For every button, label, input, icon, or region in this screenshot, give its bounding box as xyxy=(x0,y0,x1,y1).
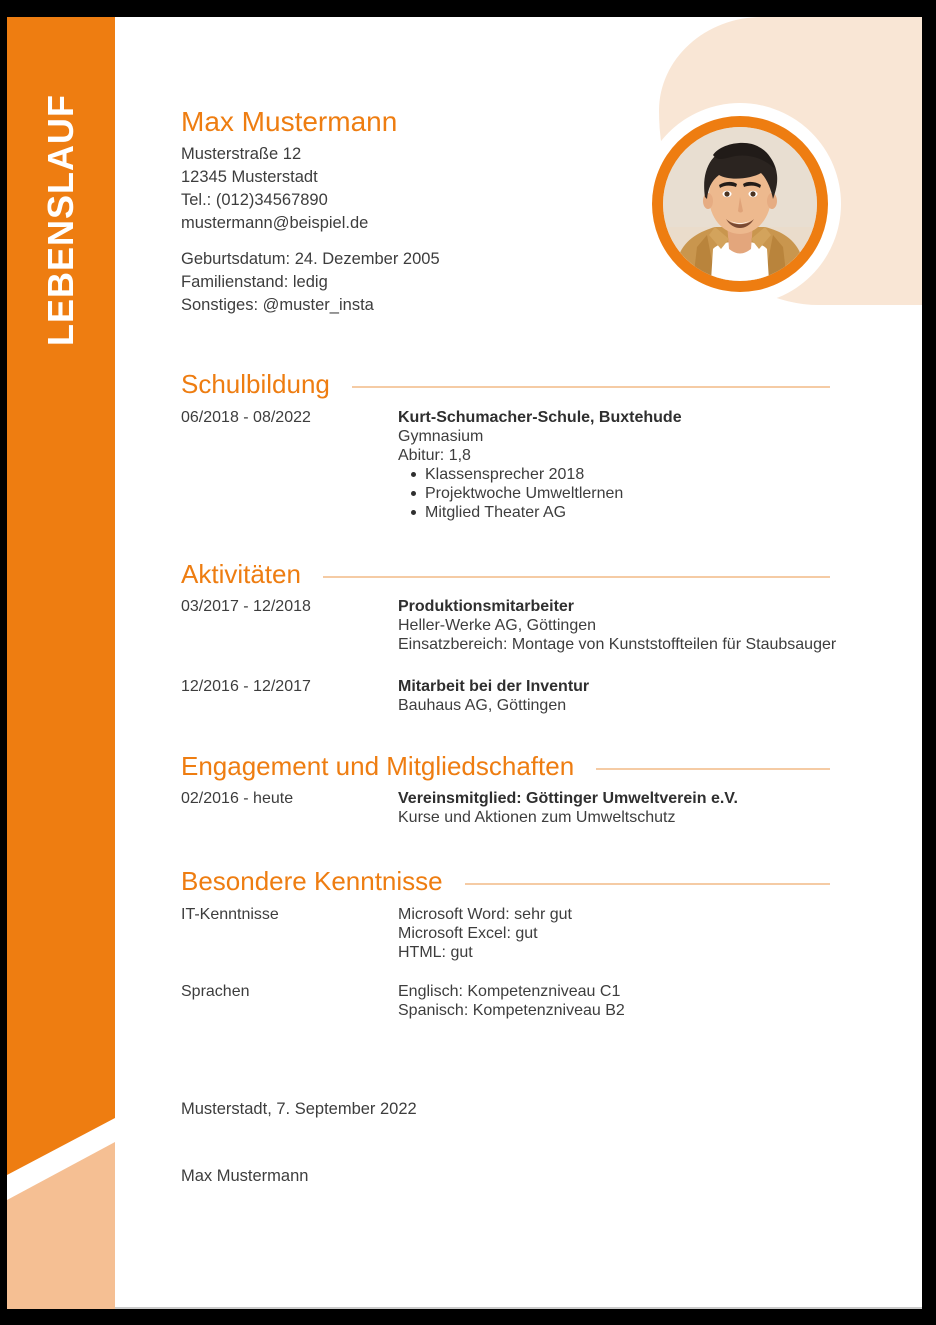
section-header xyxy=(181,369,830,399)
entry-row xyxy=(181,789,922,827)
entry-line: Einsatzbereich: Montage von Kunststoffteilen für Staubsauger xyxy=(398,636,837,653)
entry-date: 02/2016 - heute xyxy=(181,790,294,807)
section-title: Aktivitäten xyxy=(181,559,301,589)
section-header xyxy=(181,751,830,781)
entry-title: Mitarbeit bei der Inventur xyxy=(398,678,590,695)
entry-date: 12/2016 - 12/2017 xyxy=(181,678,311,695)
personal-info-block xyxy=(181,248,440,317)
contact-block xyxy=(181,143,368,235)
entry-line: Microsoft Word: sehr gut xyxy=(398,906,572,923)
bullet-text: Projektwoche Umweltlernen xyxy=(425,485,624,502)
section-header xyxy=(181,866,830,896)
section-schulbildung xyxy=(181,369,922,522)
entry-title: Kurt-Schumacher-Schule, Buxtehude xyxy=(398,409,682,426)
bullet-item xyxy=(398,484,922,503)
bullet-dot xyxy=(411,510,416,515)
entry-label: Sprachen xyxy=(181,983,250,1000)
bullet-text: Klassensprecher 2018 xyxy=(425,466,585,483)
section-besondere-kenntnisse xyxy=(181,866,922,1020)
entry-row xyxy=(181,905,922,962)
section-underline xyxy=(596,768,830,770)
entry-line: Heller-Werke AG, Göttingen xyxy=(398,617,597,634)
contact-line-street: Musterstraße 12 xyxy=(181,145,302,163)
sidebar-vertical-title: LEBENSLAUF xyxy=(40,94,81,346)
personal-line-other: Sonstiges: @muster_insta xyxy=(181,296,374,314)
contact-line-email: mustermann@beispiel.de xyxy=(181,214,369,232)
entry-description xyxy=(398,789,922,827)
entry-title: Vereinsmitglied: Göttinger Umweltverein e.V. xyxy=(398,790,738,807)
section-underline xyxy=(465,883,830,885)
entry-description xyxy=(398,982,922,1020)
entry-row xyxy=(181,408,922,522)
section-title: Schulbildung xyxy=(181,369,330,399)
entry-description xyxy=(398,677,922,715)
bullet-item xyxy=(398,465,922,484)
section-title: Engagement und Mitgliedschaften xyxy=(181,751,575,781)
entry-row xyxy=(181,677,922,715)
entry-line: Gymnasium xyxy=(398,428,484,445)
bullet-dot xyxy=(411,472,416,477)
contact-line-city: 12345 Musterstadt xyxy=(181,168,318,186)
entry-row xyxy=(181,982,922,1020)
cv-content xyxy=(7,17,922,1309)
personal-line-marital-status: Familienstand: ledig xyxy=(181,273,328,291)
contact-line-phone: Tel.: (012)34567890 xyxy=(181,191,328,209)
signature-name: Max Mustermann xyxy=(181,1167,309,1185)
personal-line-birthdate: Geburtsdatum: 24. Dezember 2005 xyxy=(181,250,440,268)
bullet-item xyxy=(398,503,922,522)
section-header xyxy=(181,559,830,589)
cv-page xyxy=(7,17,922,1309)
entry-line: HTML: gut xyxy=(398,944,473,961)
entry-description xyxy=(398,905,922,962)
entry-line: Bauhaus AG, Göttingen xyxy=(398,697,567,714)
section-engagement xyxy=(181,751,922,827)
section-aktivitaeten xyxy=(181,559,922,715)
bullet-text: Mitglied Theater AG xyxy=(425,504,567,521)
entry-line: Spanisch: Kompetenzniveau B2 xyxy=(398,1002,625,1019)
section-underline xyxy=(323,576,830,578)
section-underline xyxy=(352,386,830,388)
entry-title: Produktionsmitarbeiter xyxy=(398,598,575,615)
entry-date: 03/2017 - 12/2018 xyxy=(181,598,311,615)
bullet-dot xyxy=(411,491,416,496)
entry-line: Microsoft Excel: gut xyxy=(398,925,538,942)
person-name: Max Mustermann xyxy=(181,106,398,137)
entry-description xyxy=(398,408,922,522)
entry-row xyxy=(181,597,922,654)
entry-label: IT-Kenntnisse xyxy=(181,906,279,923)
section-title: Besondere Kenntnisse xyxy=(181,866,443,896)
entry-description xyxy=(398,597,922,654)
entry-line: Englisch: Kompetenzniveau C1 xyxy=(398,983,621,1000)
place-date-line: Musterstadt, 7. September 2022 xyxy=(181,1100,417,1118)
entry-line: Abitur: 1,8 xyxy=(398,447,471,464)
entry-date: 06/2018 - 08/2022 xyxy=(181,409,311,426)
entry-line: Kurse und Aktionen zum Umweltschutz xyxy=(398,809,676,826)
